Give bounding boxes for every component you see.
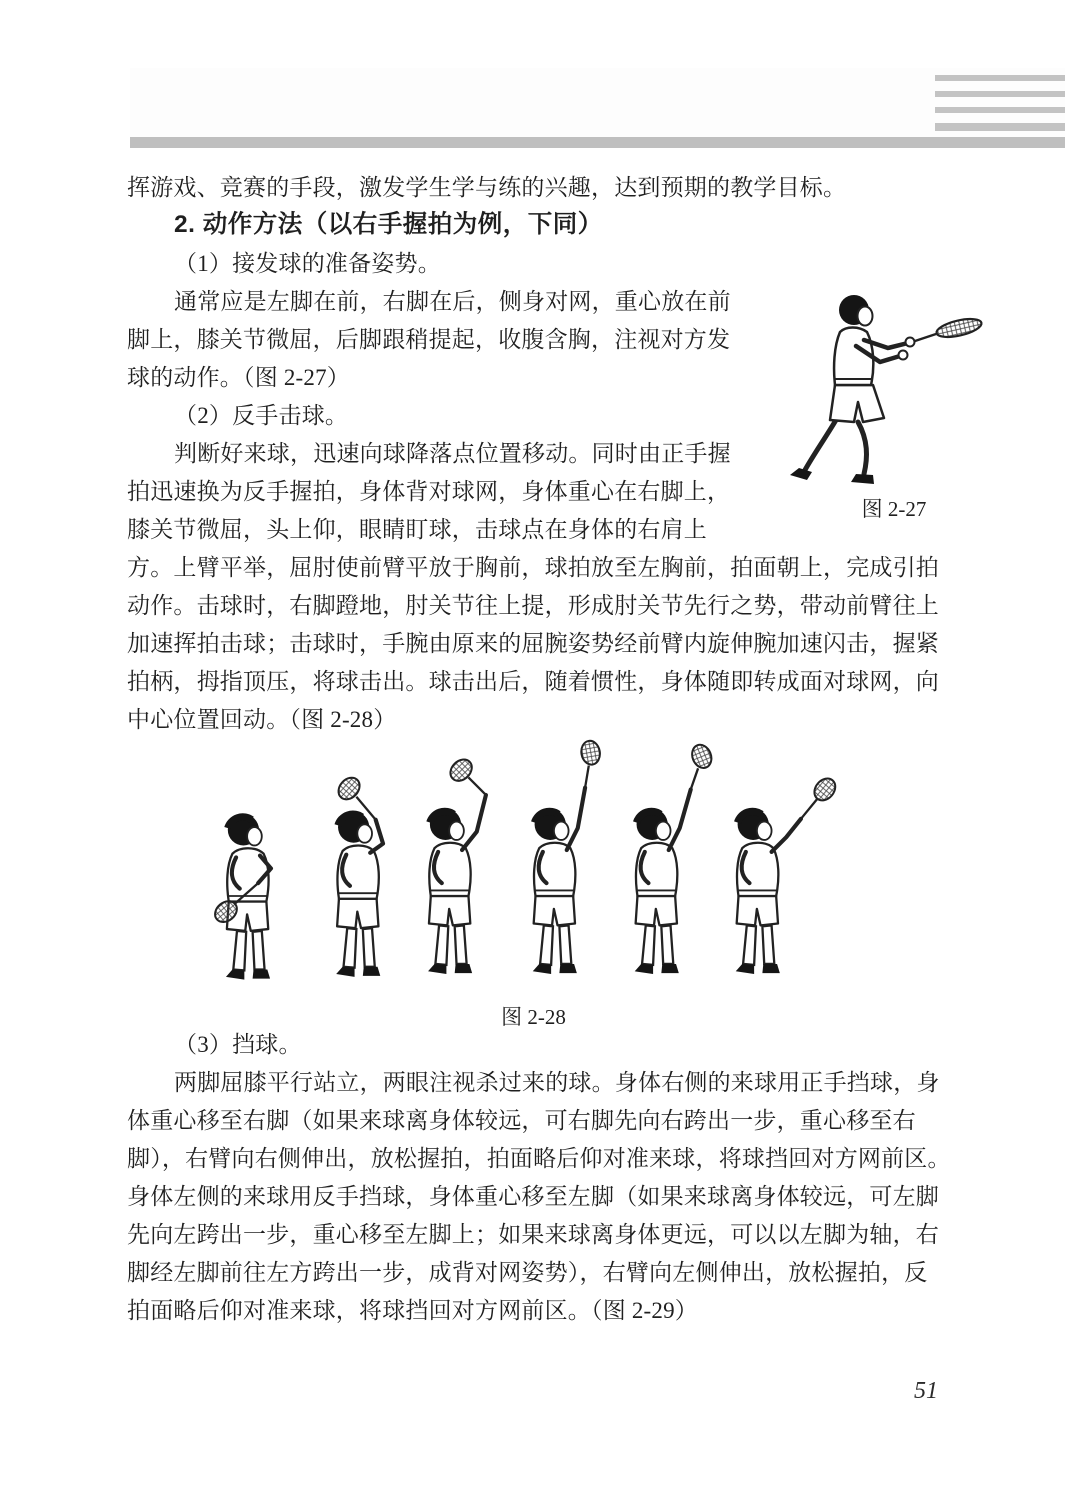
sequence-frame-4	[533, 739, 602, 974]
sequence-frame-6	[736, 774, 840, 974]
paragraph-line: 脚），右臂向右侧伸出，放松握拍，拍面略后仰对准来球，将球挡回对方网前区。	[127, 1146, 951, 1171]
paragraph-line: 身体左侧的来球用反手挡球，身体重心移至左脚（如果来球离身体较远，可左脚	[127, 1184, 939, 1209]
figure-2-27-caption: 图 2-27	[861, 497, 927, 521]
paragraph-line: 拍迅速换为反手握拍，身体背对球网，身体重心在右脚上，	[127, 479, 731, 504]
header-panel	[130, 68, 1065, 137]
sequence-frame-3	[428, 755, 486, 974]
badminton-player-ready-icon	[778, 282, 1010, 487]
paragraph-line: 体重心移至右脚（如果来球离身体较远，可右脚先向右跨出一步，重心移至右	[127, 1108, 916, 1133]
subsection-title-1: （1）接发球的准备姿势。	[174, 251, 441, 276]
paragraph-line: 球的动作。（图 2-27）	[127, 365, 351, 390]
sequence-frame-1	[211, 814, 271, 979]
paragraph-line: 动作。击球时，右脚蹬地，肘关节往上提，形成肘关节先行之势，带动前臂往上	[127, 593, 939, 618]
section-heading: 2. 动作方法（以右手握拍为例，下同）	[174, 211, 603, 238]
paragraph-line: 挥游戏、竞赛的手段，激发学生学与练的兴趣，达到预期的教学目标。	[127, 175, 847, 200]
paragraph-line: 加速挥拍击球；击球时，手腕由原来的屈腕姿势经前臂内旋伸腕加速闪击，握紧	[127, 631, 939, 656]
figure-2-27-illustration	[778, 282, 1010, 487]
header-stripe-2	[935, 91, 1065, 97]
paragraph-line: 膝关节微屈，头上仰，眼睛盯球，击球点在身体的右肩上	[127, 517, 707, 542]
paragraph-line: 判断好来球，迅速向球降落点位置移动。同时由正手握	[174, 441, 731, 466]
paragraph-line: 方。上臂平举，屈肘使前臂平放于胸前，球拍放至左胸前，拍面朝上，完成引拍	[127, 555, 939, 580]
header-stripe-4	[935, 123, 1065, 131]
paragraph-line: 两脚屈膝平行站立，两眼注视杀过来的球。身体右侧的来球用正手挡球，身	[174, 1070, 940, 1095]
sequence-frame-2	[334, 773, 383, 976]
subsection-title-3: （3）挡球。	[174, 1032, 302, 1057]
paragraph-line: 拍柄，拇指顶压，将球击出。球击出后，随着惯性，身体随即转成面对球网，向	[127, 669, 939, 694]
header-stripe-1	[935, 75, 1065, 81]
header-rule-bar	[130, 137, 1065, 148]
paragraph-line: 拍面略后仰对准来球，将球挡回对方网前区。（图 2-29）	[127, 1298, 699, 1323]
paragraph-line: 脚上，膝关节微屈，后脚跟稍提起，收腹含胸，注视对方发	[127, 327, 731, 352]
sequence-frame-5	[635, 742, 715, 974]
page-number: 51	[914, 1378, 938, 1404]
paragraph-line: 先向左跨出一步，重心移至左脚上；如果来球离身体更远，可以以左脚为轴，右	[127, 1222, 939, 1247]
figure-2-28-caption: 图 2-28	[501, 1005, 566, 1029]
backhand-sequence-icon	[190, 738, 870, 986]
paragraph-line: 通常应是左脚在前，右脚在后，侧身对网，重心放在前	[174, 289, 731, 314]
paragraph-line: 脚经左脚前往左方跨出一步，成背对网姿势），右臂向左侧伸出，放松握拍，反	[127, 1260, 928, 1285]
header-stripe-3	[935, 107, 1065, 113]
figure-2-28-illustration	[190, 738, 870, 986]
subsection-title-2: （2）反手击球。	[174, 403, 349, 428]
paragraph-line: 中心位置回动。（图 2-28）	[127, 707, 397, 732]
